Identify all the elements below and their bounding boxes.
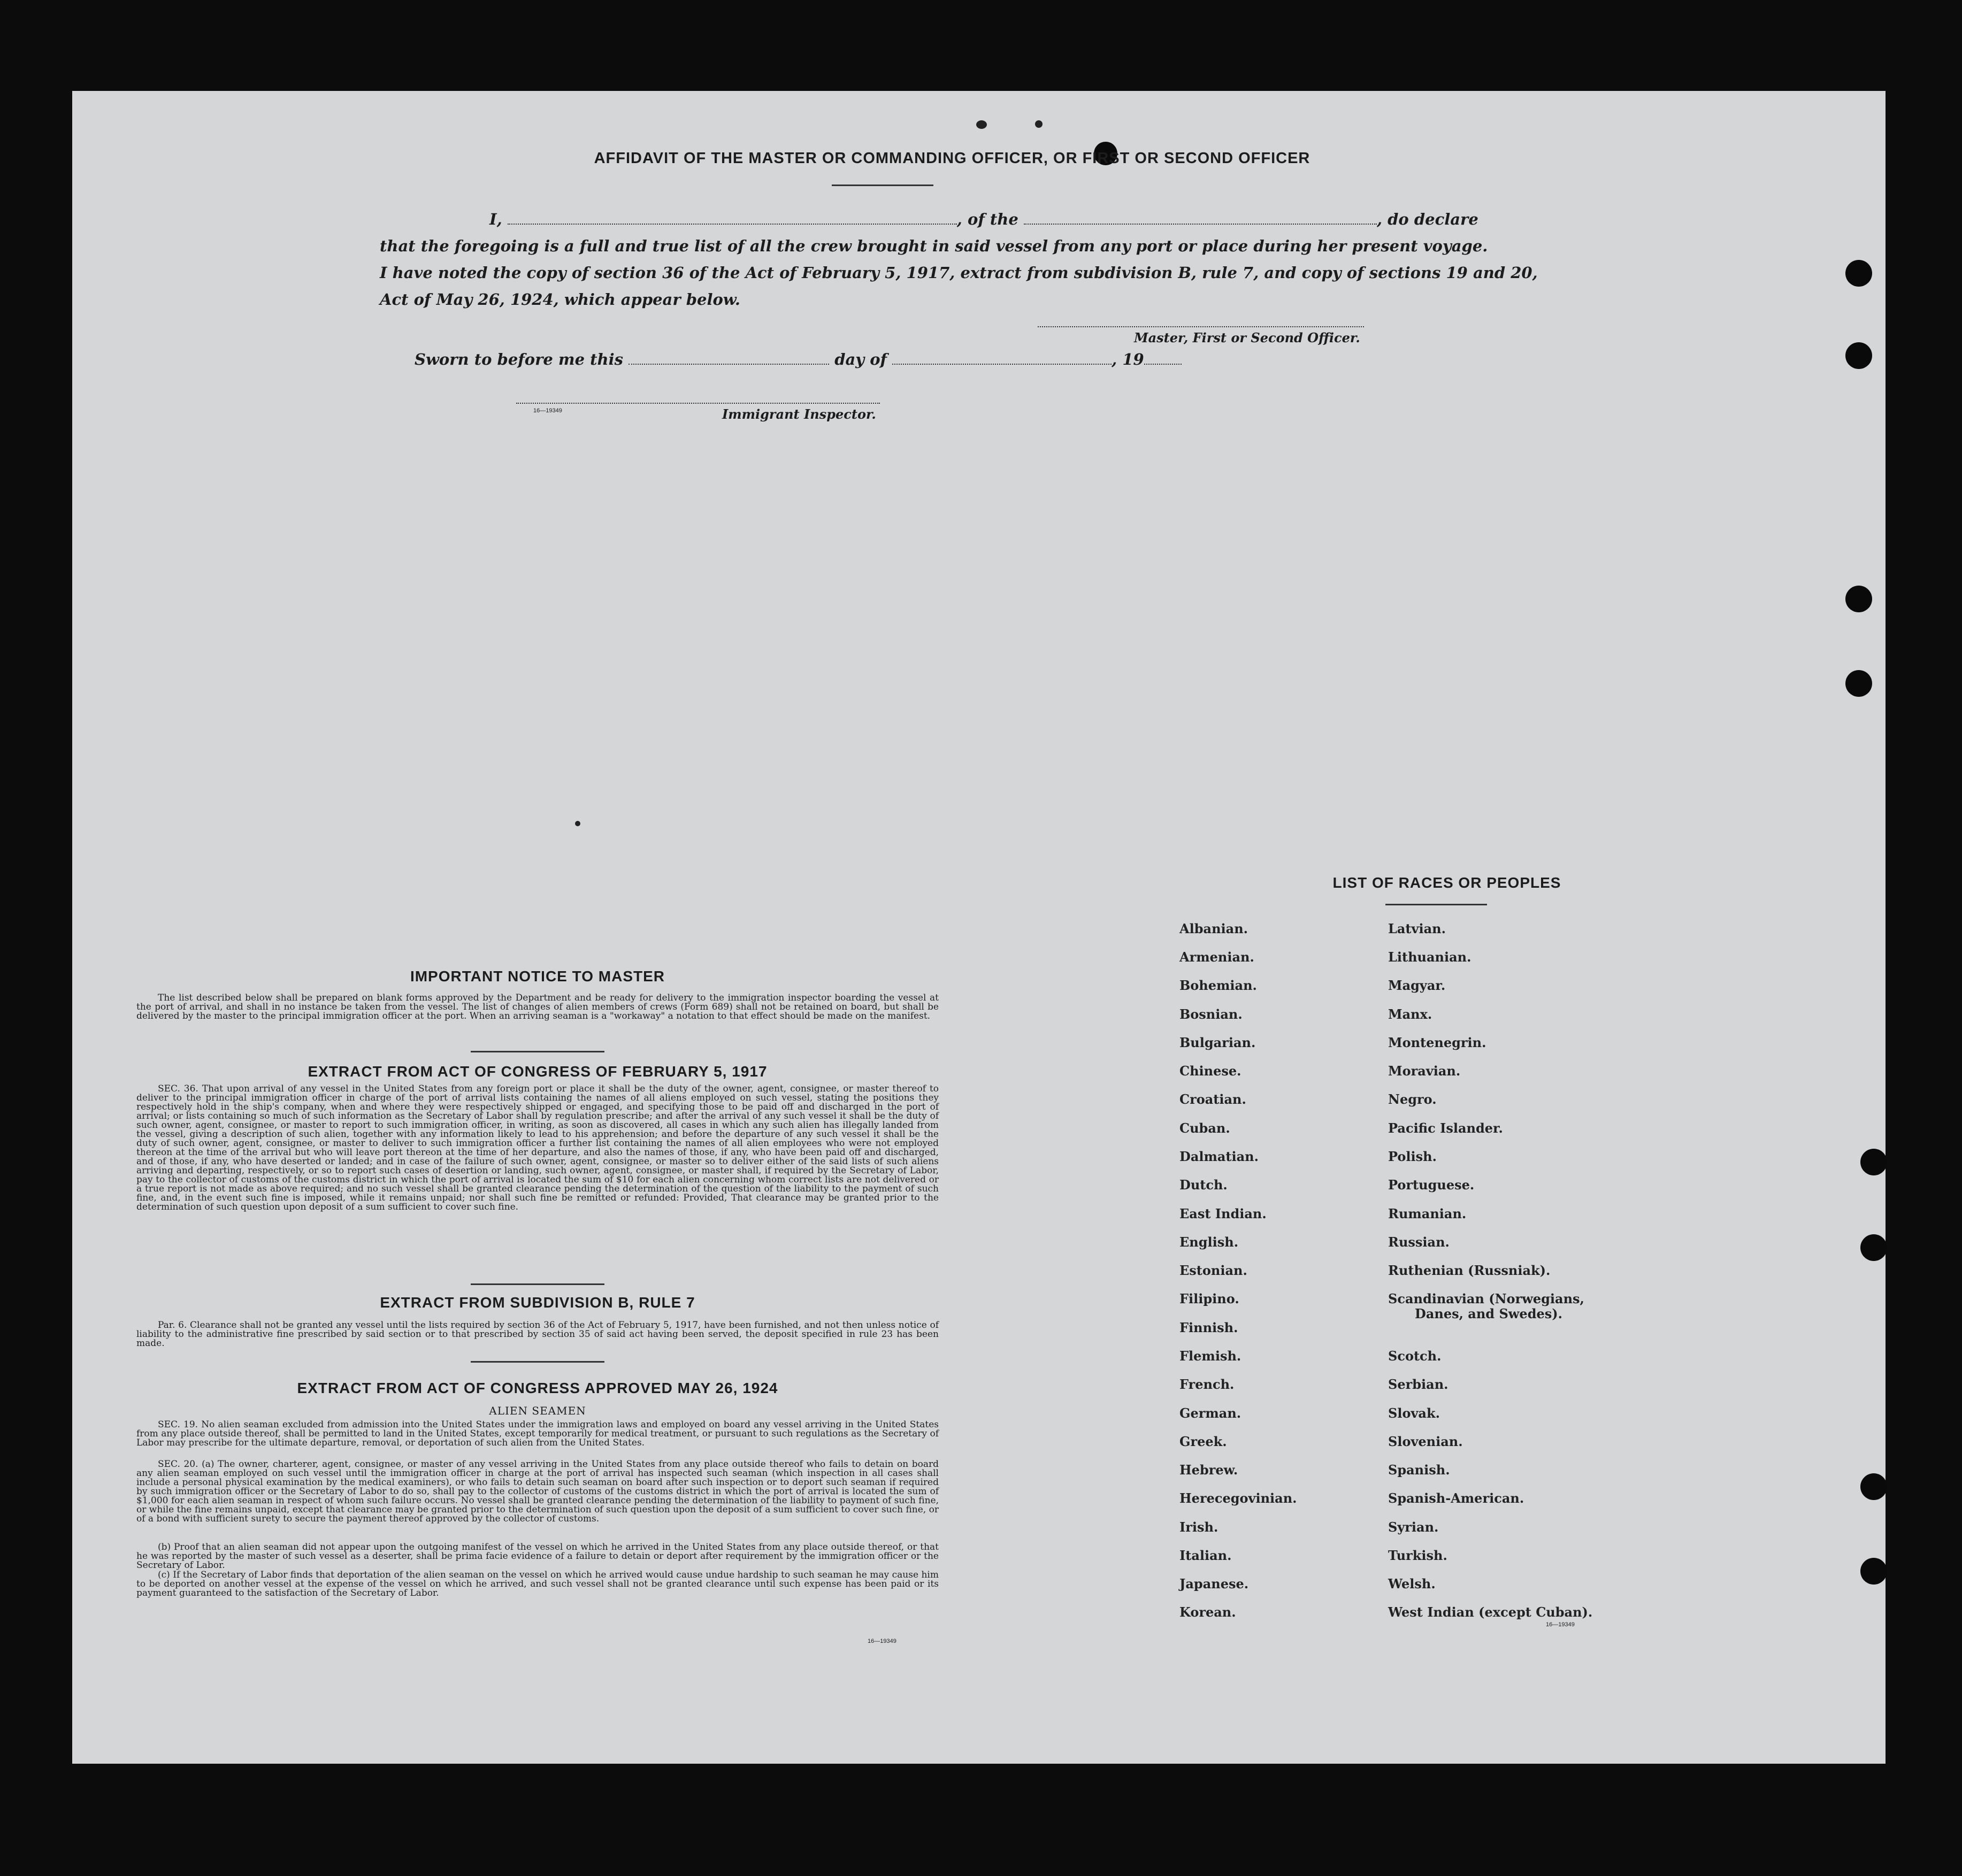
race-item: Latvian. (1388, 921, 1446, 936)
form-sheet (72, 91, 1886, 1764)
race-item: Turkish. (1388, 1548, 1447, 1563)
race-item: Greek. (1179, 1434, 1227, 1449)
race-item: Dalmatian. (1179, 1149, 1259, 1164)
declaration-line-3: I have noted the copy of section 36 of the Act of February 5, 1917, extract from subdivision B, rule 7, and copy of sections 19 and 20, (380, 264, 1538, 282)
race-item: Scandinavian (Norwegians, (1388, 1291, 1584, 1306)
declaration-block (380, 206, 1538, 313)
race-item: Polish. (1388, 1149, 1437, 1164)
sec20c-body: (c) If the Secretary of Labor finds that deportation of the alien seaman on the vessel on which he arrived would cause undue hardship to such seaman he may cause him to be deported on another vessel at the expense of the vessel on which he arrived, and such vessel shall not be granted clearance until such expense has been paid or its payment guaranteed to the satisfaction of the Secretary of Labor. (136, 1570, 939, 1598)
race-item: Moravian. (1388, 1063, 1461, 1079)
extract-rule7-title: EXTRACT FROM SUBDIVISION B, RULE 7 (380, 1294, 695, 1311)
race-item: Finnish. (1179, 1320, 1238, 1335)
punch-hole (1845, 260, 1872, 287)
punch-hole (1860, 1234, 1887, 1261)
race-item: Spanish. (1388, 1462, 1450, 1478)
race-item: Ruthenian (Russniak). (1388, 1263, 1551, 1278)
affidavit-title: AFFIDAVIT OF THE MASTER OR COMMANDING OFFICER, OR FIRST OR SECOND OFFICER (594, 150, 1310, 167)
section-rule (471, 1283, 604, 1285)
race-item: Scotch. (1388, 1348, 1442, 1364)
race-item: Korean. (1179, 1604, 1236, 1620)
sworn-month-field[interactable] (892, 351, 1112, 365)
race-item: French. (1179, 1377, 1235, 1392)
of-the-label: , of the (956, 210, 1018, 228)
race-item: Syrian. (1388, 1519, 1439, 1535)
declaration-line-4: Act of May 26, 1924, which appear below. (380, 290, 740, 309)
title-rule (832, 184, 933, 186)
race-item: Bohemian. (1179, 978, 1257, 993)
punch-hole (1845, 342, 1872, 369)
races-title-rule (1385, 904, 1487, 905)
declarant-name-field[interactable] (508, 211, 957, 225)
race-item: Chinese. (1179, 1063, 1241, 1079)
races-title: LIST OF RACES OR PEOPLES (1332, 874, 1561, 891)
form-number: 16—19349 (1546, 1621, 1575, 1628)
race-item: German. (1179, 1405, 1241, 1421)
sworn-date-field[interactable] (629, 351, 829, 365)
master-signature-field[interactable] (1038, 326, 1364, 327)
inspector-label: Immigrant Inspector. (722, 406, 876, 422)
extract-1924-title: EXTRACT FROM ACT OF CONGRESS APPROVED MAY 26, 1924 (297, 1380, 778, 1396)
race-item: Lithuanian. (1388, 949, 1472, 965)
race-item: Estonian. (1179, 1263, 1247, 1278)
race-item: Filipino. (1179, 1291, 1239, 1306)
race-item: Pacific Islander. (1388, 1120, 1503, 1136)
section-rule (471, 1051, 604, 1052)
race-item: English. (1179, 1234, 1239, 1250)
race-item: Montenegrin. (1388, 1035, 1486, 1050)
race-item: Slovenian. (1388, 1434, 1463, 1449)
race-item: Negro. (1388, 1091, 1437, 1107)
ink-speck (1035, 120, 1043, 128)
year-prefix: , 19 (1112, 350, 1144, 368)
declaration-line-2: that the foregoing is a full and true list of all the crew brought in said vessel from any port or place during her present voyage. (380, 237, 1488, 255)
race-item: Flemish. (1179, 1348, 1241, 1364)
sec20b-body: (b) Proof that an alien seaman did not appear upon the outgoing manifest of the vessel on which he arrived in the United States from any place outside thereof, or that he was reported by the master of such vessel as a deserter, shall be prima facie evidence of a failure to detain or deport after requirement by the immigration officer or the Secretary of Labor. (136, 1542, 939, 1571)
sec19-body: SEC. 19. No alien seaman excluded from admission into the United States under the immigration laws and employed on board any vessel arriving in the United States from any place outside thereof, shall be permitted to land in the United States, except temporarily for medical treatment, or pursuant to such regulations as the Secretary of Labor may prescribe for the ultimate departure, removal, or deportation of such alien from the United States. (136, 1419, 939, 1448)
race-item: Manx. (1388, 1006, 1432, 1022)
vessel-name-field[interactable] (1024, 211, 1377, 225)
race-item: Albanian. (1179, 921, 1248, 936)
race-item: Armenian. (1179, 949, 1254, 965)
race-item: Irish. (1179, 1519, 1218, 1535)
punch-hole (1860, 1473, 1887, 1500)
punch-hole (1845, 670, 1872, 697)
declarant-prefix: I, (489, 210, 502, 228)
sworn-line (415, 350, 1182, 368)
master-signature-label: Master, First or Second Officer. (1134, 330, 1360, 345)
race-item: Dutch. (1179, 1177, 1228, 1193)
ink-speck (976, 120, 987, 129)
notice-body: The list described below shall be prepared on blank forms approved by the Department and be ready for delivery to the immigration inspector boarding the vessel at the port of arrival, and shall in no instance be taken from the vessel. The list of changes of alien members of crews (Form 689) shall not be retained on board, but shall be delivered by the master to the principal immigration officer at the port. When an arriving seaman is a "workaway" a notation to that effect should be made on the manifest. (136, 993, 939, 1021)
notice-title: IMPORTANT NOTICE TO MASTER (410, 968, 665, 985)
race-item: Herecegovinian. (1179, 1490, 1297, 1506)
form-number: 16—19349 (868, 1638, 896, 1644)
race-item: Croatian. (1179, 1091, 1246, 1107)
inspector-signature-field[interactable] (516, 403, 880, 404)
race-item: Russian. (1388, 1234, 1450, 1250)
extract-1917-title: EXTRACT FROM ACT OF CONGRESS OF FEBRUARY 5, 1917 (308, 1063, 768, 1080)
sworn-year-field[interactable] (1144, 351, 1182, 365)
race-item: Hebrew. (1179, 1462, 1238, 1478)
race-item: Magyar. (1388, 978, 1446, 993)
race-item: East Indian. (1179, 1206, 1267, 1221)
race-item: Welsh. (1388, 1576, 1436, 1591)
sec20a-body: SEC. 20. (a) The owner, charterer, agent, consignee, or master of any vessel arriving in the United States from any place outside thereof who fails to detain on board any alien seaman employed on such vessel until the immigration officer in charge at the port of arrival has inspected such seaman (which inspection in all cases shall include a personal physical examination by the medical examiners), or who fails to detain such seaman on board after such inspection or to deport such seaman if required by such immigration officer or the Secretary of Labor to do so, shall pay to the collector of customs of the customs district in which the port of arrival is located the sum of $1,000 for each alien seaman in respect of whom such failure occurs. No vessel shall be granted clearance pending the determination of the liability to payment of such fine, or while the fine remains unpaid, except that clearance may be granted prior to the determination of such question upon the deposit of a sum sufficient to cover such fine, or of a bond with sufficient surety to secure the payment thereof approved by the collector of customs. (136, 1459, 939, 1524)
race-item: Slovak. (1388, 1405, 1440, 1421)
punch-hole (1845, 586, 1872, 612)
race-item: West Indian (except Cuban). (1388, 1604, 1593, 1620)
punch-hole (1860, 1149, 1887, 1175)
race-item: Rumanian. (1388, 1206, 1467, 1221)
race-item: Japanese. (1179, 1576, 1249, 1591)
sworn-prefix: Sworn to before me this (415, 350, 623, 368)
race-item: Cuban. (1179, 1120, 1230, 1136)
race-item: Spanish-American. (1388, 1490, 1524, 1506)
race-item: Serbian. (1388, 1377, 1448, 1392)
race-item: Bulgarian. (1179, 1035, 1256, 1050)
race-item: Bosnian. (1179, 1006, 1243, 1022)
extract-1917-body: SEC. 36. That upon arrival of any vessel in the United States from any foreign port or place it shall be the duty of the owner, agent, consignee, or master thereof to deliver to the principal immigration officer in charge of the port of arrival lists containing the names of all aliens employed on such vessel, stating the positions they respectively hold in the ship's company, when and where they were respectively shipped or engaged, and specifying those to be paid off and discharged in the port of arrival; or lists containing so much of such information as the Secretary of Labor shall by regulation prescribe; and after the arrival of any such vessel it shall be the duty of such owner, agent, consignee, or master to report to such immigration officer, in writing, as soon as discovered, all cases in which any such alien has illegally landed from the vessel, giving a description of such alien, together with any information likely to lead to his apprehension; and before the departure of any such vessel it shall be the duty of such owner, agent, consignee, or master to deliver to such immigration officer a further list containing the names of all alien employees who were not employed thereon at the time of the arrival but who will leave port thereon at the time of her departure, and also the names of those, if any, who have been paid off and discharged, and of those, if any, who have deserted or landed; and in case of the failure of such owner, agent, consignee, or master so to deliver either of the said lists of such aliens arriving and departing, respectively, or so to report such cases of desertion or landing, such owner, agent, consignee, or master shall, if required by the Secretary of Labor, pay to the collector of customs of the customs district in which the port of arrival is located the sum of $10 for each alien concerning whom correct lists are not delivered or a true report is not made as above required; and no such vessel shall be granted clearance pending the determination of the question of the liability to the payment of such fine, and, in the event such fine is imposed, while it remains unpaid; nor shall such fine be remitted or refunded: Provided, That clearance may be granted prior to the determination of such question upon deposit of a sum sufficient to cover such fine. (136, 1083, 939, 1212)
race-item: Italian. (1179, 1548, 1232, 1563)
do-declare-label: , do declare (1376, 210, 1478, 228)
punch-hole (1860, 1558, 1887, 1585)
race-item: Portuguese. (1388, 1177, 1475, 1193)
extract-rule7-body: Par. 6. Clearance shall not be granted any vessel until the lists required by section 36 of the Act of February 5, 1917, have been furnished, and not then unless notice of liability to the administrative fine prescribed by said section or to that prescribed by section 35 of said act having been served, the deposit specified in rule 23 has been made. (136, 1320, 939, 1349)
ink-speck (575, 821, 580, 826)
alien-seamen-subtitle: ALIEN SEAMEN (489, 1404, 586, 1417)
form-number: 16—19349 (533, 408, 562, 414)
day-of-label: day of (834, 350, 887, 368)
section-rule (471, 1361, 604, 1363)
race-item: Danes, and Swedes). (1415, 1306, 1562, 1321)
